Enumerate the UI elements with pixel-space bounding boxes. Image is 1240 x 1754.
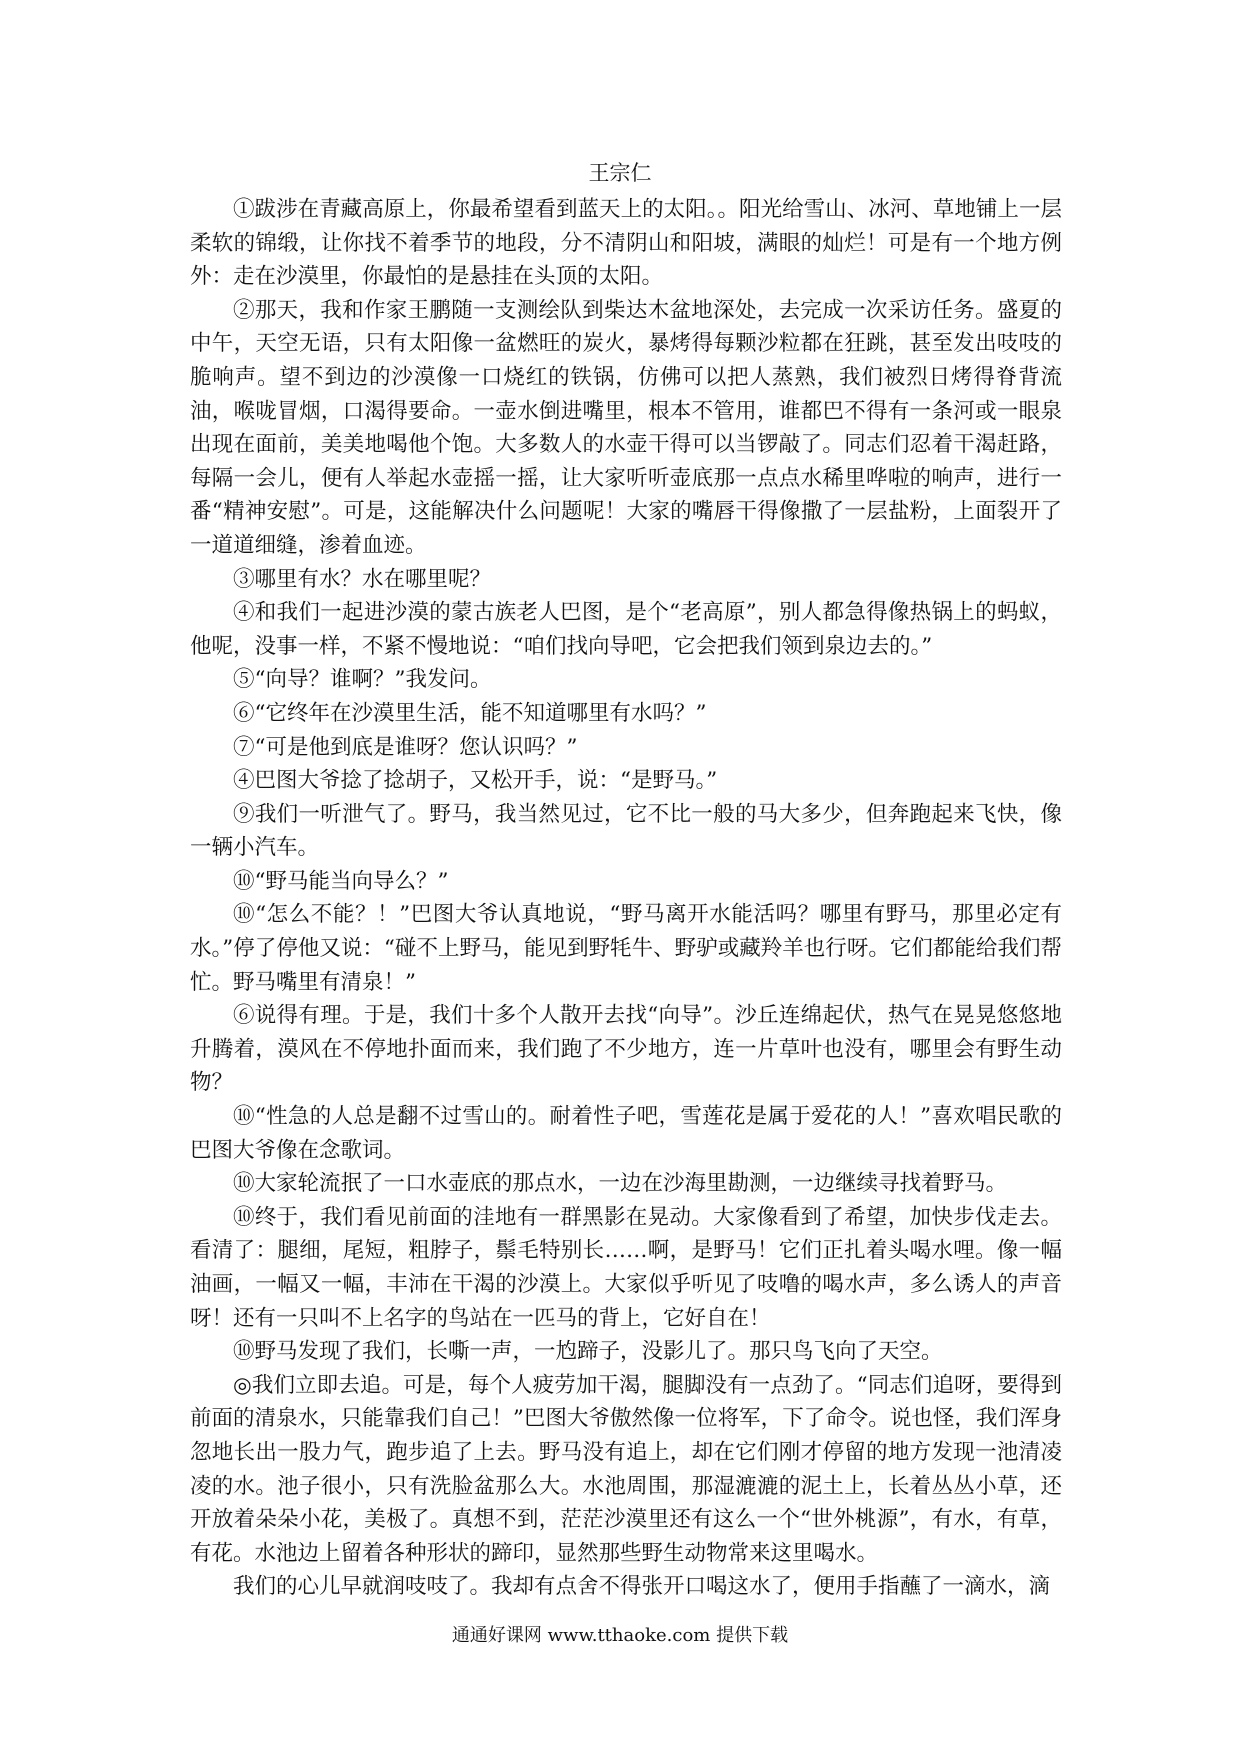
paragraph: ⑩“怎么不能？！”巴图大爷认真地说，“野马离开水能活吗？哪里有野马，那里必定有水。”停了停他又说：“碰不上野马，能见到野牦牛、野驴或藏羚羊也行呀。它们都能给我们帮忙。野马嘴里有清泉！”: [190, 902, 1062, 995]
paragraph: ⑦“可是他到底是谁呀？您认识吗？”: [233, 734, 578, 760]
paragraph: ⑤“向导？谁啊？”我发问。: [233, 667, 492, 693]
paragraph: ②那天，我和作家王鹏随一支测绘队到柴达木盆地深处，去完成一次采访任务。盛夏的中午，天空无语，只有太阳像一盆燃旺的炭火，暴烤得每颗沙粒都在狂跳，甚至发出吱吱的脆响声。望不到边的沙漠像一口烧红的铁锅，仿佛可以把人蒸熟，我们被烈日烤得脊背流油，喉咙冒烟，口渴得要命。一壶水倒进嘴里，根本不管用，谁都巴不得有一条河或一眼泉出现在面前，美美地喝他个饱。大多数人的水壶干得可以当锣敲了。同志们忍着干渴赶路，每隔一会儿，便有人举起水壶摇一摇，让大家听听壶底那一点点水稀里哗啦的响声，进行一番“精神安慰”。可是，这能解决什么问题呢！大家的嘴唇干得像撒了一层盐粉，上面裂开了一道道细缝，渗着血迹。: [190, 297, 1062, 558]
paragraph: ④巴图大爷捻了捻胡子，又松开手，说：“是野马。”: [233, 768, 718, 794]
page-footer: 通通好课网 www.tthaoke.com 提供下载: [451, 1625, 789, 1646]
paragraph: ⑩野马发现了我们，长嘶一声，一尥蹄子，没影儿了。那只鸟飞向了天空。: [233, 1339, 943, 1365]
paragraph: ⑩大家轮流抿了一口水壶底的那点水，一边在沙海里勘测，一边继续寻找着野马。: [233, 1171, 1008, 1197]
paragraph: ⑥“它终年在沙漠里生活，能不知道哪里有水吗？”: [233, 700, 707, 726]
paragraph: ⑩“野马能当向导么？”: [233, 868, 449, 894]
paragraph: ①跋涉在青藏高原上，你最希望看到蓝天上的太阳。。阳光给雪山、冰河、草地铺上一层柔软的锦缎，让你找不着季节的地段，分不清阴山和阳坡，满眼的灿烂！可是有一个地方例外：走在沙漠里，你最怕的是悬挂在头顶的太阳。: [190, 197, 1062, 290]
article-body: [190, 193, 1062, 1604]
paragraph: ⑩终于，我们看见前面的洼地有一群黑影在晃动。大家像看到了希望，加快步伐走去。看清了：腿细，尾短，粗脖子，鬃毛特别长……啊，是野马！它们正扎着头喝水哩。像一幅油画，一幅又一幅，丰沛在干渴的沙漠上。大家似乎听见了吱噜的喝水声，多么诱人的声音呀！还有一只叫不上名字的鸟站在一匹马的背上，它好自在！: [190, 1204, 1062, 1331]
paragraph: ◎我们立即去追。可是，每个人疲劳加干渴，腿脚没有一点劲了。“同志们追呀，要得到前面的清泉水，只能靠我们自己！”巴图大爷傲然像一位将军，下了命令。说也怪，我们浑身忽地长出一股力气，跑步追了上去。野马没有追上，却在它们刚才停留的地方发现一池清凌凌的水。池子很小，只有洗脸盆那么大。水池周围，那湿漉漉的泥土上，长着丛丛小草，还开放着朵朵小花，美极了。真想不到，茫茫沙漠里还有这么一个“世外桃源”，有水，有草，有花。水池边上留着各种形状的蹄印，显然那些野生动物常来这里喝水。: [190, 1372, 1062, 1566]
paragraph: ⑥说得有理。于是，我们十多个人散开去找“向导”。沙丘连绵起伏，热气在晃晃悠悠地升腾着，漠风在不停地扑面而来，我们跑了不少地方，连一片草叶也没有，哪里会有野生动物？: [190, 1003, 1062, 1096]
paragraph: ④和我们一起进沙漠的蒙古族老人巴图，是个“老高原”，别人都急得像热锅上的蚂蚁，他呢，没事一样，不紧不慢地说：“咱们找向导吧，它会把我们领到泉边去的。”: [190, 600, 1062, 659]
paragraph: ③哪里有水？水在哪里呢？: [233, 566, 492, 592]
paragraph: ⑩“性急的人总是翻不过雪山的。耐着性子吧，雪莲花是属于爱花的人！”喜欢唱民歌的巴图大爷像在念歌词。: [190, 1104, 1062, 1163]
paragraph: ⑨我们一听泄气了。野马，我当然见过，它不比一般的马大多少，但奔跑起来飞快，像一辆小汽车。: [190, 801, 1062, 861]
author-name: 王宗仁: [588, 161, 652, 185]
paragraph: 我们的心儿早就润吱吱了。我却有点舍不得张开口喝这水了，便用手指蘸了一滴水，滴: [233, 1574, 1051, 1600]
